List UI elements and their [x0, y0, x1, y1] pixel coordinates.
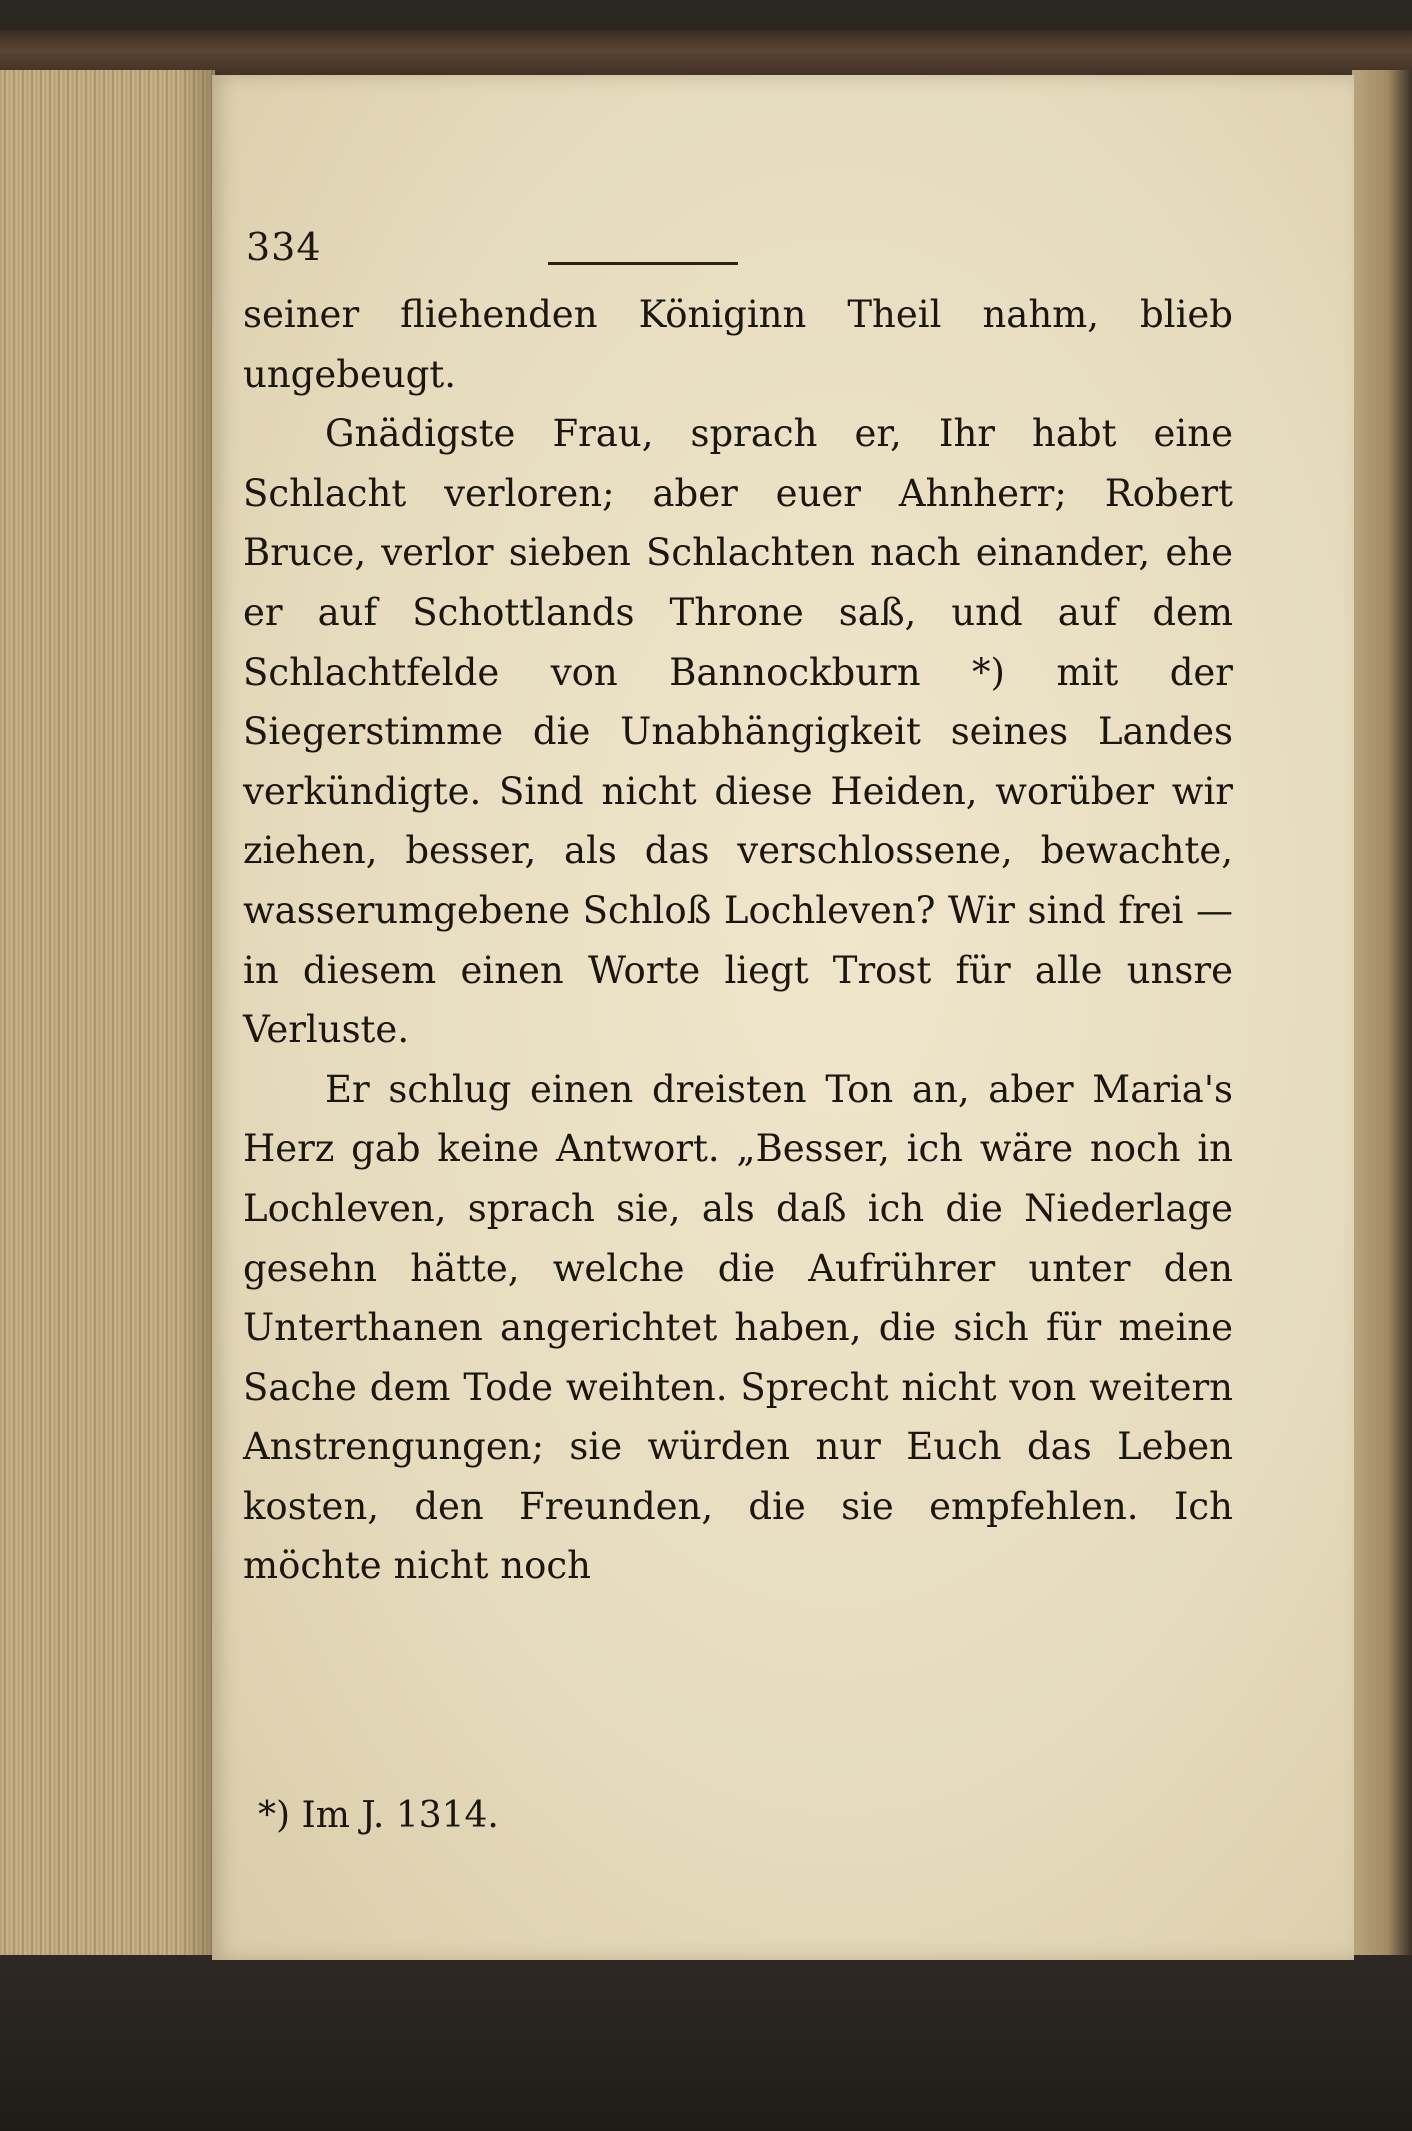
paragraph-speech: Gnädigste Frau, sprach er, Ihr habt eine Schlacht verloren; aber euer Ahnherr; Robert Bruce, verlor sieben Schlachten nach einander, ehe er auf Schottlands Throne saß, und auf dem Schlachtfelde von Bannockburn *) mit der Siegerstimme die Unabhängigkeit seines Landes verkündigte. Sind nicht diese Heiden, worüber wir ziehen, besser, als das verschlossene, bewachte, wasserumgebene Schloß Lochleven? Wir sind frei — in diesem einen Worte liegt Trost für alle unsre Verluste.	[243, 412, 1233, 1052]
header-rule	[548, 262, 738, 265]
book-board-bottom	[0, 1955, 1412, 2131]
page-text	[243, 285, 1233, 1596]
footnote: *) Im J. 1314.	[258, 1795, 499, 1836]
paragraph-continuation: seiner fliehenden Königinn Theil nahm, blieb ungebeugt.	[243, 293, 1233, 396]
facing-page-edge	[1352, 70, 1412, 1975]
page-number: 334	[246, 225, 322, 269]
paragraph-reply: Er schlug einen dreisten Ton an, aber Maria's Herz gab keine Antwort. „Besser, ich wäre noch in Lochleven, sprach sie, als daß ich die Niederlage gesehn hätte, welche die Aufrührer unter den Unterthanen angerichtet haben, die sich für meine Sache dem Tode weihten. Sprecht nicht von weitern Anstrengungen; sie würden nur Euch das Leben kosten, den Freunden, die sie empfehlen. Ich möchte nicht noch	[243, 1067, 1233, 1588]
